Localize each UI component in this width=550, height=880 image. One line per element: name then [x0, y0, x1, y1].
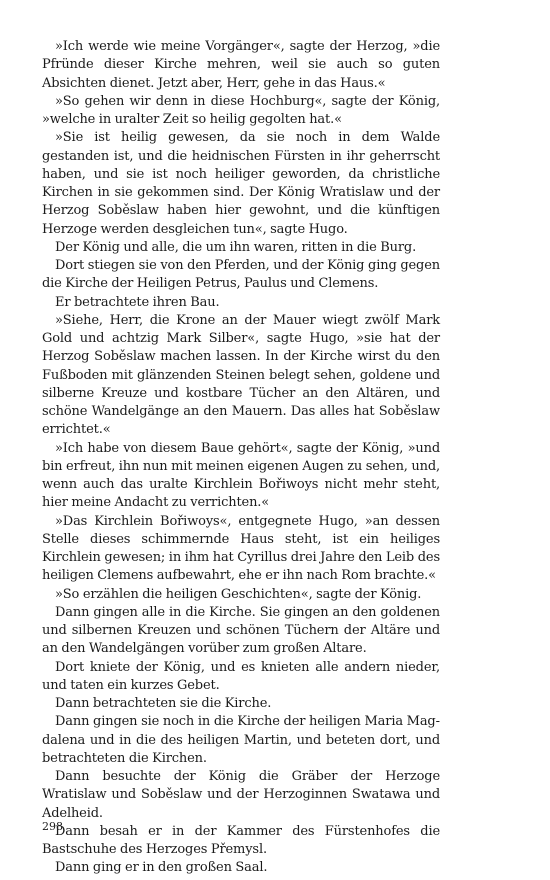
- paragraph: Dort kniete der König, und es knieten alle andern nieder, und taten ein kurzes Gebet.: [42, 659, 440, 693]
- paragraph: Dann ging er in den großen Saal.: [55, 860, 268, 876]
- paragraph: Dann besuchte der König die Gräber der Herzoge Wratislaw und Soběslaw und der Herzoginnen Swatawa und Adelheid.: [42, 769, 440, 821]
- paragraph: Dann gingen alle in die Kirche. Sie gingen an den goldenen und silbernen Kreuzen und schönen Tüchern der Altäre und an den Wandelgängen vorüber zum großen Altare.: [42, 604, 440, 657]
- paragraph: Dann besah er in der Kammer des Fürstenhofes die Bastschuhe des Herzoges Přemysl.: [42, 823, 440, 857]
- paragraph: »Ich habe von diesem Baue gehört«, sagte der König, »und bin erfreut, ihn nun mit meinen eigenen Augen zu sehen, und, wenn auch das uralte Kirchlein Bořiwoys nicht mehr steht, hier meine Andacht zu verrichten.«: [42, 440, 440, 511]
- paragraph: »So erzählen die heiligen Geschichten«, sagte der König.: [55, 586, 422, 602]
- paragraph: »Sie ist heilig gewesen, da sie noch in dem Walde gestanden ist, und die heidnischen Fürsten in ihr geherrscht haben, und sie ist noch heiliger geworden, da christliche Kirchen in sie gekommen sind. Der König Wratislaw und der Herzog Soběslaw haben hier gewohnt, und die künftigen Herzoge werden desgleichen tun«, sagte Hugo.: [42, 130, 440, 237]
- paragraph: »Das Kirchlein Bořiwoys«, entgegnete Hugo, »an dessen Stelle dieses schimmernde Haus steht, ist ein heiliges Kirchlein gewesen; in ihm hat Cyrillus drei Jahre den Leib des heiligen Clemens aufbewahrt, ehe er ihn nach Rom brachte.«: [42, 513, 440, 584]
- paragraph: »So gehen wir denn in diese Hochburg«, sagte der König, »welche in uralter Zeit so heilig gegolten hat.«: [42, 93, 440, 127]
- paragraph: Dann betrachteten sie die Kirche.: [55, 696, 272, 711]
- paragraph: Er betrachtete ihren Bau.: [55, 294, 220, 310]
- page-number: 298: [42, 820, 63, 833]
- paragraph: Dort stiegen sie von den Pferden, und der König ging gegen die Kirche der Heiligen Petrus, Paulus und Clemens.: [42, 258, 440, 292]
- paragraph: »Siehe, Herr, die Krone an der Mauer wiegt zwölf Mark Gold und achtzig Mark Silber«, sagte Hugo, »sie hat der Herzog Soběslaw machen lassen. In der Kirche wirst du den Fußboden mit glänzenden Steinen belegt sehen, goldene und silberne Kreuze und kostbare Tücher an den Altären, und schöne Wandelgänge an den Mauern. Das alles hat Soběslaw errichtet.«: [42, 312, 440, 438]
- paragraph: Der König und alle, die um ihn waren, ritten in die Burg.: [55, 239, 417, 255]
- paragraph: Dann gingen sie noch in die Kirche der heiligen Maria Magdalena und in die des heiligen Martin, und beteten dort, und betrachteten die Kirchen.: [42, 714, 440, 766]
- body-text: [42, 38, 440, 878]
- paragraph: »Ich werde wie meine Vorgänger«, sagte der Herzog, »die Pfründe dieser Kirche mehren, weil sie auch so guten Absichten dienet. Jetzt aber, Herr, gehe in das Haus.«: [42, 39, 440, 91]
